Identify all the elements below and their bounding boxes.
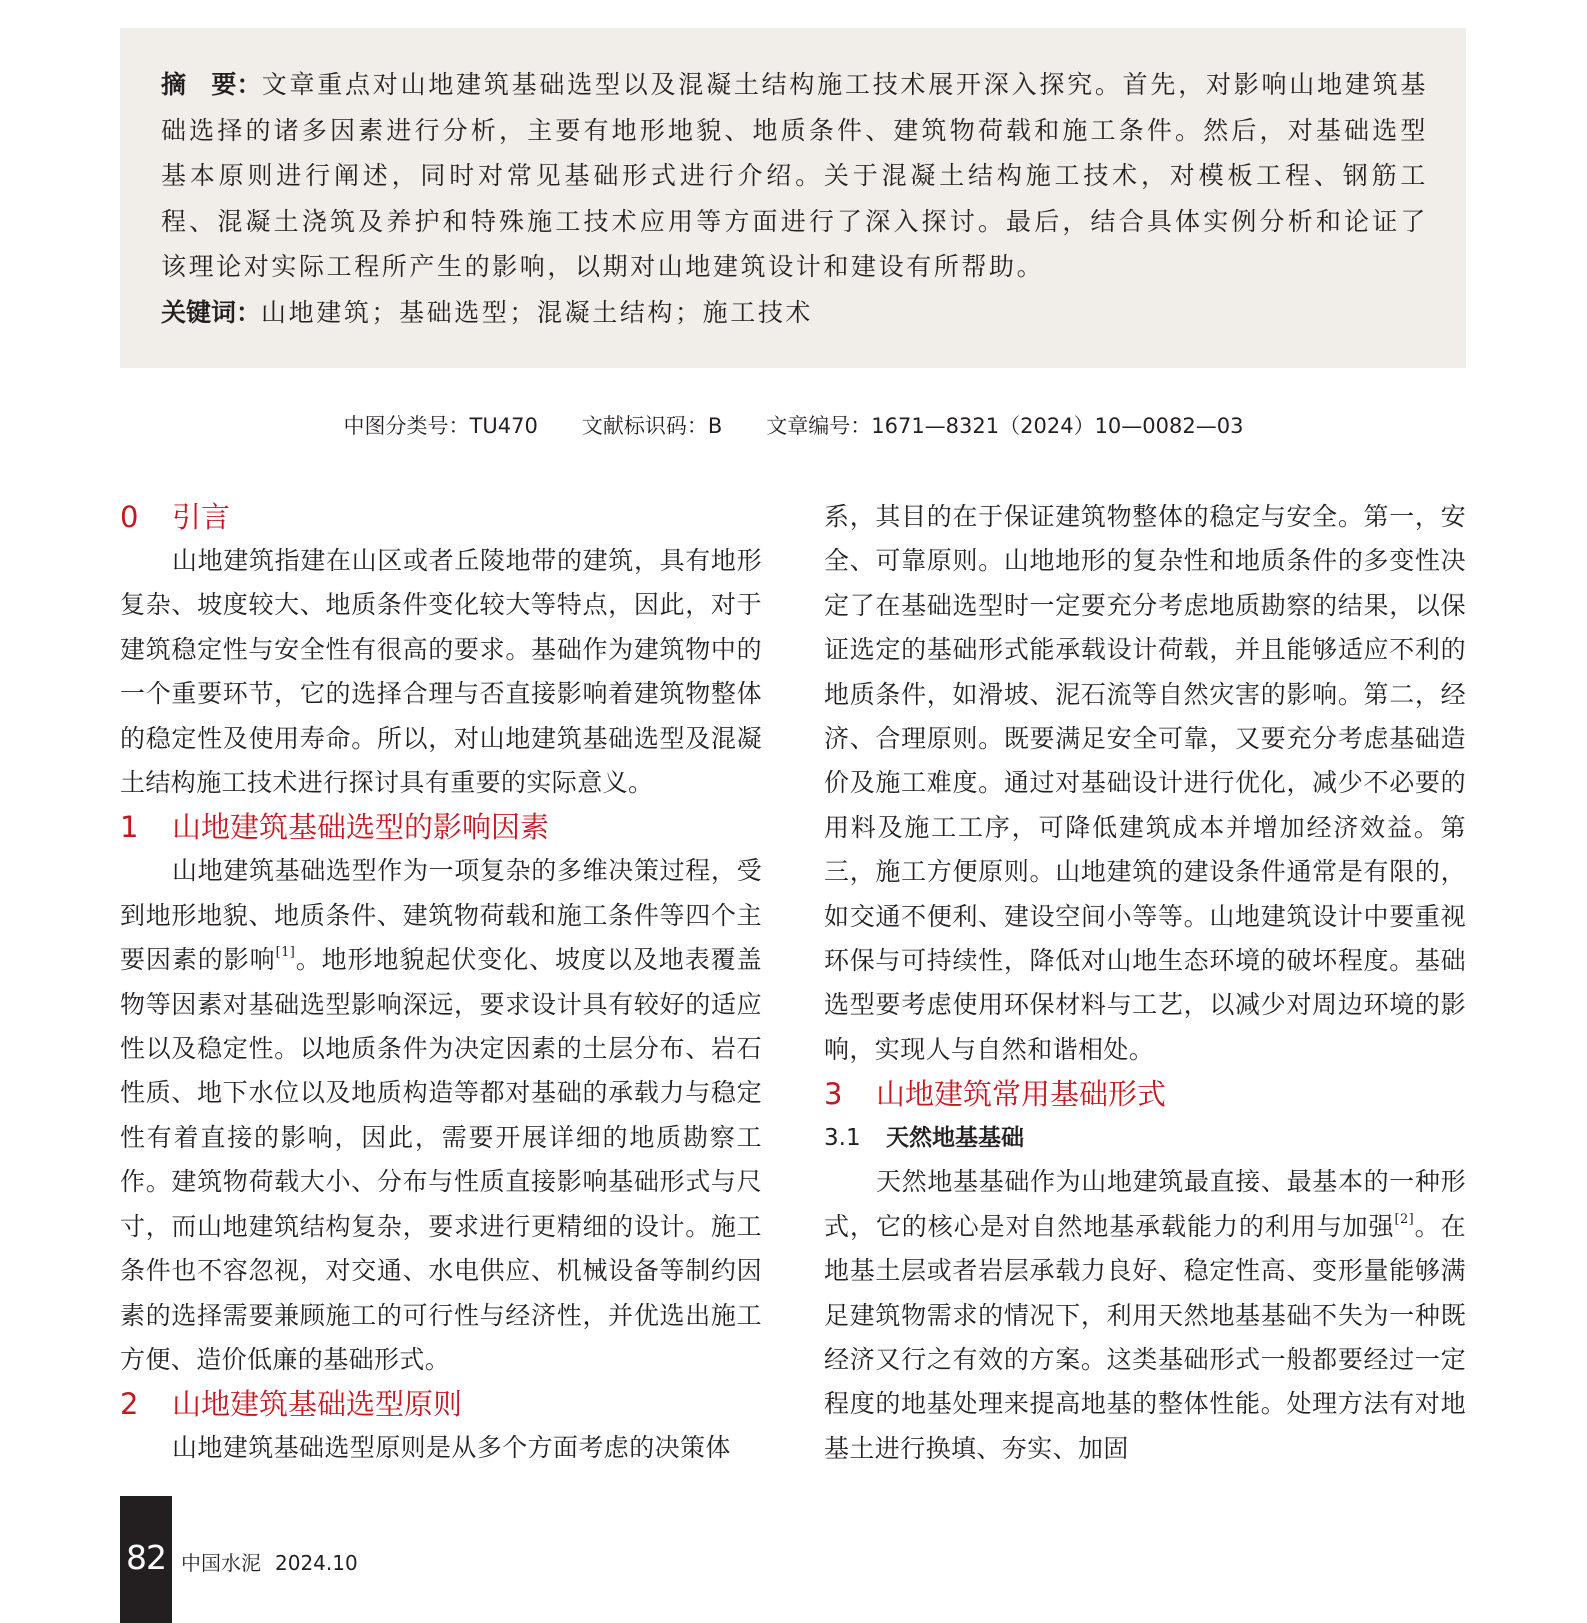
paragraph-text: 天然地基基础作为山地建筑最直接、最基本的一种形式，它的核心是对自然地基承载能力的利用与加强: [824, 1167, 1466, 1241]
abstract-paragraph: [161, 62, 1428, 290]
section-2-paragraph-continued: 系，其目的在于保证建筑物整体的稳定与安全。第一，安全、可靠原则。山地地形的复杂性和地质条件的多变性决定了在基础选型时一定要充分考虑地质勘察的结果，以保证选定的基础形式能承载设计荷载，并且能够适应不利的地质条件，如滑坡、泥石流等自然灾害的影响。第二，经济、合理原则。既要满足安全可靠，又要充分考虑基础造价及施工难度。通过对基础设计进行优化，减少不必要的用料及施工工序，可降低建筑成本并增加经济效益。第三，施工方便原则。山地建筑的建设条件通常是有限的，如交通不便利、建设空间小等等。山地建筑设计中要重视环保与可持续性，降低对山地生态环境的破坏程度。基础选型要考虑使用环保材料与工艺，以减少对周边环境的影响，实现人与自然和谐相处。: [824, 502, 1466, 1064]
keywords-label: 关键词：: [161, 297, 262, 327]
section-1-heading: [120, 805, 762, 849]
paragraph-text: 。地形地貌起伏变化、坡度以及地表覆盖物等因素对基础选型影响深远，要求设计具有较好的适应性以及稳定性。以地质条件为决定因素的土层分布、岩石性质、地下水位以及地质构造等都对基础的承载力与稳定性有着直接的影响，因此，需要开展详细的地质勘察工作。建筑物荷载大小、分布与性质直接影响基础形式与尺寸，而山地建筑结构复杂，要求进行更精细的设计。施工条件也不容忽视，对交通、水电供应、机械设备等制约因素的选择需要兼顾施工的可行性与经济性，并优选出施工方便、造价低廉的基础形式。: [120, 945, 762, 1374]
section-number: 0: [120, 500, 139, 534]
section-0-heading: [120, 495, 762, 539]
section-0-paragraph: 山地建筑指建在山区或者丘陵地带的建筑，具有地形复杂、坡度较大、地质条件变化较大等特点，因此，对于建筑稳定性与安全性有很高的要求。基础作为建筑物中的一个重要环节，它的选择合理与否直接影响着建筑物整体的稳定性及使用寿命。所以，对山地建筑基础选型及混凝土结构施工技术进行探讨具有重要的实际意义。: [120, 546, 762, 798]
citation-ref: [2]: [1394, 1211, 1415, 1227]
left-column: [120, 495, 762, 1471]
document-code: 文献标识码：B: [581, 414, 723, 438]
section-title: 山地建筑常用基础形式: [876, 1077, 1167, 1112]
section-number: 2: [120, 1387, 139, 1422]
section-number: 1: [120, 810, 139, 845]
subsection-3-1-heading: [824, 1116, 1466, 1160]
right-column: [824, 495, 1466, 1471]
citation-ref: [1]: [275, 945, 296, 961]
subsection-3-1-paragraph: [824, 1160, 1466, 1471]
section-1-paragraph: [120, 849, 762, 1382]
section-title: 引言: [172, 500, 231, 534]
section-3-heading: [824, 1072, 1466, 1116]
paragraph-text: 山地建筑基础选型作为一项复杂的多维决策过程，受到地形地貌、地质条件、建筑物荷载和施工条件等四个主要因素的影响: [120, 856, 762, 975]
keywords-paragraph: [161, 290, 1428, 336]
article-number: 文章编号：1671—8321（2024）10—0082—03: [766, 414, 1244, 438]
page-number: 82: [126, 1538, 166, 1577]
abstract-box: [120, 28, 1466, 368]
clc-number: 中图分类号：TU470: [343, 414, 538, 438]
journal-footer: [181, 1547, 358, 1576]
section-2-paragraph-start: 山地建筑基础选型原则是从多个方面考虑的决策体: [172, 1433, 731, 1463]
keywords-text: 山地建筑；基础选型；混凝土结构；施工技术: [261, 297, 814, 327]
section-title: 山地建筑基础选型的影响因素: [172, 810, 550, 845]
section-2-heading: [120, 1382, 762, 1426]
paragraph-text: 。在地基土层或者岩层承载力良好、稳定性高、变形量能够满足建筑物需求的情况下，利用天然地基基础不失为一种既经济又行之有效的方案。这类基础形式一般都要经过一定程度的地基处理来提高地基的整体性能。处理方法有对地基土进行换填、夯实、加固: [824, 1211, 1466, 1463]
journal-name: 中国水泥: [181, 1551, 261, 1575]
subsection-number: 3.1: [824, 1125, 861, 1152]
article-meta-line: [0, 410, 1587, 440]
section-number: 3: [824, 1077, 843, 1112]
section-title: 山地建筑基础选型原则: [172, 1387, 463, 1422]
abstract-label: 摘 要：: [161, 70, 262, 99]
journal-issue: 2024.10: [275, 1551, 358, 1575]
subsection-title: 天然地基基础: [886, 1125, 1024, 1152]
abstract-text: 文章重点对山地建筑基础选型以及混凝土结构施工技术展开深入探究。首先，对影响山地建筑基础选择的诸多因素进行分析，主要有地形地貌、地质条件、建筑物荷载和施工条件。然后，对基础选型基本原则进行阐述，同时对常见基础形式进行介绍。关于混凝土结构施工技术，对模板工程、钢筋工程、混凝土浇筑及养护和特殊施工技术应用等方面进行了深入探讨。最后，结合具体实例分析和论证了该理论对实际工程所产生的影响，以期对山地建筑设计和建设有所帮助。: [161, 70, 1428, 282]
